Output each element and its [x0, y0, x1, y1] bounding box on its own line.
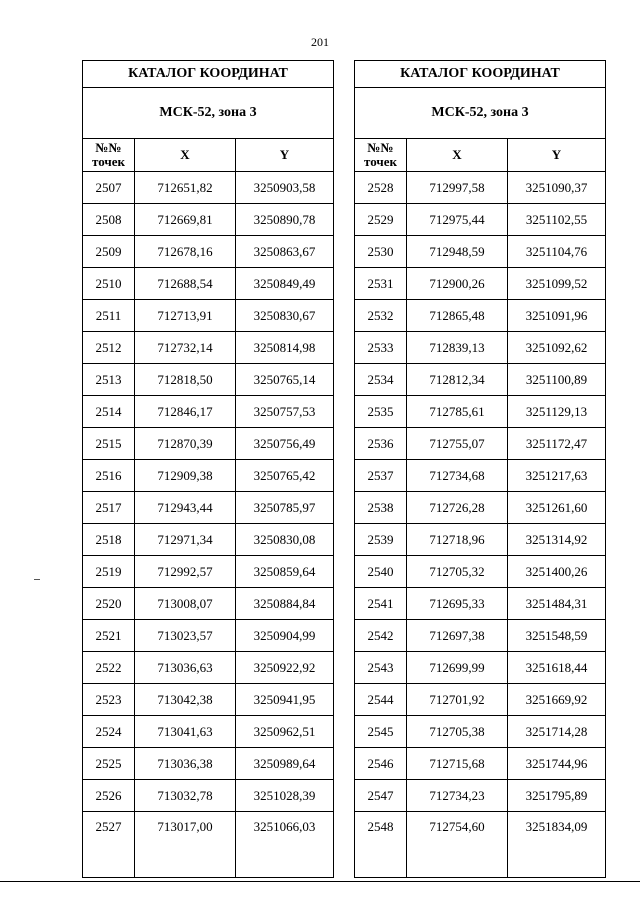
cell-point-number: 2531: [355, 268, 407, 300]
cell-y: 3250765,42: [236, 460, 334, 492]
cell-x: 712701,92: [407, 684, 508, 716]
table-row: [83, 492, 334, 524]
cell-point-number: 2536: [355, 428, 407, 460]
cell-point-number: 2530: [355, 236, 407, 268]
cell-point-number: 2533: [355, 332, 407, 364]
cell-x: 712846,17: [135, 396, 236, 428]
cell-point-number: 2542: [355, 620, 407, 652]
cell-x: 712755,07: [407, 428, 508, 460]
cell-x: 712839,13: [407, 332, 508, 364]
cell-x: 712818,50: [135, 364, 236, 396]
table-row: [355, 716, 606, 748]
cell-x: 712971,34: [135, 524, 236, 556]
table-row: [83, 652, 334, 684]
table-row: [355, 812, 606, 878]
cell-y: 3250890,78: [236, 204, 334, 236]
column-header-point-number: №№ точек: [355, 139, 407, 172]
cell-x: 713008,07: [135, 588, 236, 620]
cell-point-number: 2517: [83, 492, 135, 524]
table-row: [83, 684, 334, 716]
cell-y: 3251261,60: [508, 492, 606, 524]
coordinate-catalog-right: [354, 60, 606, 878]
table-body: [355, 172, 606, 878]
table-row: [83, 332, 334, 364]
cell-x: 712754,60: [407, 812, 508, 878]
table-row: [83, 172, 334, 204]
cell-x: 713036,63: [135, 652, 236, 684]
cell-x: 712943,44: [135, 492, 236, 524]
cell-y: 3251102,55: [508, 204, 606, 236]
cell-y: 3250962,51: [236, 716, 334, 748]
table-row: [83, 396, 334, 428]
cell-y: 3250903,58: [236, 172, 334, 204]
table-body: [83, 172, 334, 878]
cell-point-number: 2535: [355, 396, 407, 428]
cell-x: 712812,34: [407, 364, 508, 396]
cell-point-number: 2512: [83, 332, 135, 364]
table-row: [355, 428, 606, 460]
table-row: [83, 236, 334, 268]
catalog-title: КАТАЛОГ КООРДИНАТ: [83, 61, 334, 88]
cell-point-number: 2516: [83, 460, 135, 492]
cell-point-number: 2527: [83, 812, 135, 878]
cell-x: 712688,54: [135, 268, 236, 300]
cell-y: 3251834,09: [508, 812, 606, 878]
page-number: 201: [311, 35, 329, 49]
table-row: [355, 172, 606, 204]
cell-y: 3250922,92: [236, 652, 334, 684]
cell-y: 3250830,08: [236, 524, 334, 556]
cell-point-number: 2513: [83, 364, 135, 396]
table-row: [83, 588, 334, 620]
cell-point-number: 2515: [83, 428, 135, 460]
cell-x: 712695,33: [407, 588, 508, 620]
catalog-zone: МСК-52, зона 3: [355, 88, 606, 139]
table-row: [83, 428, 334, 460]
cell-y: 3251129,13: [508, 396, 606, 428]
cell-point-number: 2510: [83, 268, 135, 300]
cell-y: 3251099,52: [508, 268, 606, 300]
cell-y: 3251400,26: [508, 556, 606, 588]
cell-y: 3251217,63: [508, 460, 606, 492]
cell-point-number: 2548: [355, 812, 407, 878]
cell-y: 3251104,76: [508, 236, 606, 268]
cell-x: 712699,99: [407, 652, 508, 684]
cell-x: 712870,39: [135, 428, 236, 460]
column-header-x: X: [135, 139, 236, 172]
cell-point-number: 2540: [355, 556, 407, 588]
cell-point-number: 2534: [355, 364, 407, 396]
column-header-y: Y: [236, 139, 334, 172]
cell-x: 712705,38: [407, 716, 508, 748]
table-row: [355, 652, 606, 684]
cell-y: 3251172,47: [508, 428, 606, 460]
cell-point-number: 2520: [83, 588, 135, 620]
table-row: [83, 460, 334, 492]
cell-point-number: 2544: [355, 684, 407, 716]
cell-x: 712678,16: [135, 236, 236, 268]
table-row: [83, 716, 334, 748]
table-row: [83, 524, 334, 556]
table-row: [83, 300, 334, 332]
cell-point-number: 2532: [355, 300, 407, 332]
cell-y: 3250863,67: [236, 236, 334, 268]
cell-y: 3250814,98: [236, 332, 334, 364]
cell-y: 3251091,96: [508, 300, 606, 332]
cell-y: 3251795,89: [508, 780, 606, 812]
scan-mark: [34, 579, 40, 580]
table-row: [355, 364, 606, 396]
cell-point-number: 2546: [355, 748, 407, 780]
cell-y: 3250830,67: [236, 300, 334, 332]
cell-x: 712726,28: [407, 492, 508, 524]
cell-y: 3251314,92: [508, 524, 606, 556]
cell-x: 712992,57: [135, 556, 236, 588]
cell-point-number: 2539: [355, 524, 407, 556]
cell-x: 713036,38: [135, 748, 236, 780]
table-row: [83, 204, 334, 236]
cell-point-number: 2529: [355, 204, 407, 236]
footer-rule: [0, 881, 640, 882]
cell-y: 3250757,53: [236, 396, 334, 428]
cell-x: 713023,57: [135, 620, 236, 652]
cell-x: 712713,91: [135, 300, 236, 332]
cell-y: 3251100,89: [508, 364, 606, 396]
cell-y: 3251669,92: [508, 684, 606, 716]
cell-x: 712865,48: [407, 300, 508, 332]
cell-y: 3251618,44: [508, 652, 606, 684]
table-row: [355, 588, 606, 620]
cell-y: 3250785,97: [236, 492, 334, 524]
column-header-x: X: [407, 139, 508, 172]
cell-point-number: 2508: [83, 204, 135, 236]
cell-point-number: 2509: [83, 236, 135, 268]
cell-x: 712651,82: [135, 172, 236, 204]
cell-x: 712697,38: [407, 620, 508, 652]
cell-x: 712669,81: [135, 204, 236, 236]
table-row: [355, 332, 606, 364]
column-header-point-number: №№ точек: [83, 139, 135, 172]
cell-point-number: 2526: [83, 780, 135, 812]
table-row: [355, 684, 606, 716]
cell-y: 3250756,49: [236, 428, 334, 460]
cell-point-number: 2525: [83, 748, 135, 780]
table-row: [355, 236, 606, 268]
cell-point-number: 2523: [83, 684, 135, 716]
cell-point-number: 2514: [83, 396, 135, 428]
table-row: [83, 620, 334, 652]
table-row: [355, 492, 606, 524]
cell-y: 3250765,14: [236, 364, 334, 396]
cell-x: 712909,38: [135, 460, 236, 492]
cell-y: 3250849,49: [236, 268, 334, 300]
catalog-title: КАТАЛОГ КООРДИНАТ: [355, 61, 606, 88]
table-row: [83, 556, 334, 588]
cell-y: 3250859,64: [236, 556, 334, 588]
cell-point-number: 2545: [355, 716, 407, 748]
cell-point-number: 2511: [83, 300, 135, 332]
cell-x: 712734,68: [407, 460, 508, 492]
cell-x: 712705,32: [407, 556, 508, 588]
cell-point-number: 2528: [355, 172, 407, 204]
cell-y: 3251028,39: [236, 780, 334, 812]
cell-x: 712734,23: [407, 780, 508, 812]
cell-x: 712718,96: [407, 524, 508, 556]
cell-x: 713041,63: [135, 716, 236, 748]
table-row: [355, 300, 606, 332]
table-row: [355, 460, 606, 492]
cell-point-number: 2522: [83, 652, 135, 684]
table-row: [355, 204, 606, 236]
table-row: [83, 780, 334, 812]
cell-x: 712997,58: [407, 172, 508, 204]
cell-y: 3250904,99: [236, 620, 334, 652]
table-row: [355, 556, 606, 588]
cell-x: 712900,26: [407, 268, 508, 300]
cell-y: 3251714,28: [508, 716, 606, 748]
table-row: [355, 396, 606, 428]
cell-x: 712785,61: [407, 396, 508, 428]
catalog-zone: МСК-52, зона 3: [83, 88, 334, 139]
table-row: [355, 748, 606, 780]
cell-y: 3250884,84: [236, 588, 334, 620]
coordinate-catalog-left: [82, 60, 334, 878]
cell-point-number: 2507: [83, 172, 135, 204]
cell-x: 713042,38: [135, 684, 236, 716]
cell-x: 713017,00: [135, 812, 236, 878]
table-row: [355, 620, 606, 652]
cell-y: 3251092,62: [508, 332, 606, 364]
table-row: [83, 364, 334, 396]
cell-x: 712975,44: [407, 204, 508, 236]
table-row: [83, 812, 334, 878]
cell-point-number: 2538: [355, 492, 407, 524]
cell-x: 712732,14: [135, 332, 236, 364]
table-row: [355, 780, 606, 812]
cell-y: 3251744,96: [508, 748, 606, 780]
cell-point-number: 2521: [83, 620, 135, 652]
table-row: [355, 524, 606, 556]
cell-y: 3251090,37: [508, 172, 606, 204]
table-row: [83, 268, 334, 300]
cell-point-number: 2543: [355, 652, 407, 684]
cell-point-number: 2519: [83, 556, 135, 588]
cell-point-number: 2518: [83, 524, 135, 556]
cell-point-number: 2541: [355, 588, 407, 620]
table-row: [355, 268, 606, 300]
cell-point-number: 2524: [83, 716, 135, 748]
cell-y: 3251484,31: [508, 588, 606, 620]
cell-y: 3251066,03: [236, 812, 334, 878]
table-row: [83, 748, 334, 780]
cell-point-number: 2537: [355, 460, 407, 492]
cell-y: 3251548,59: [508, 620, 606, 652]
cell-y: 3250989,64: [236, 748, 334, 780]
cell-y: 3250941,95: [236, 684, 334, 716]
cell-x: 712715,68: [407, 748, 508, 780]
cell-x: 713032,78: [135, 780, 236, 812]
cell-x: 712948,59: [407, 236, 508, 268]
column-header-y: Y: [508, 139, 606, 172]
cell-point-number: 2547: [355, 780, 407, 812]
